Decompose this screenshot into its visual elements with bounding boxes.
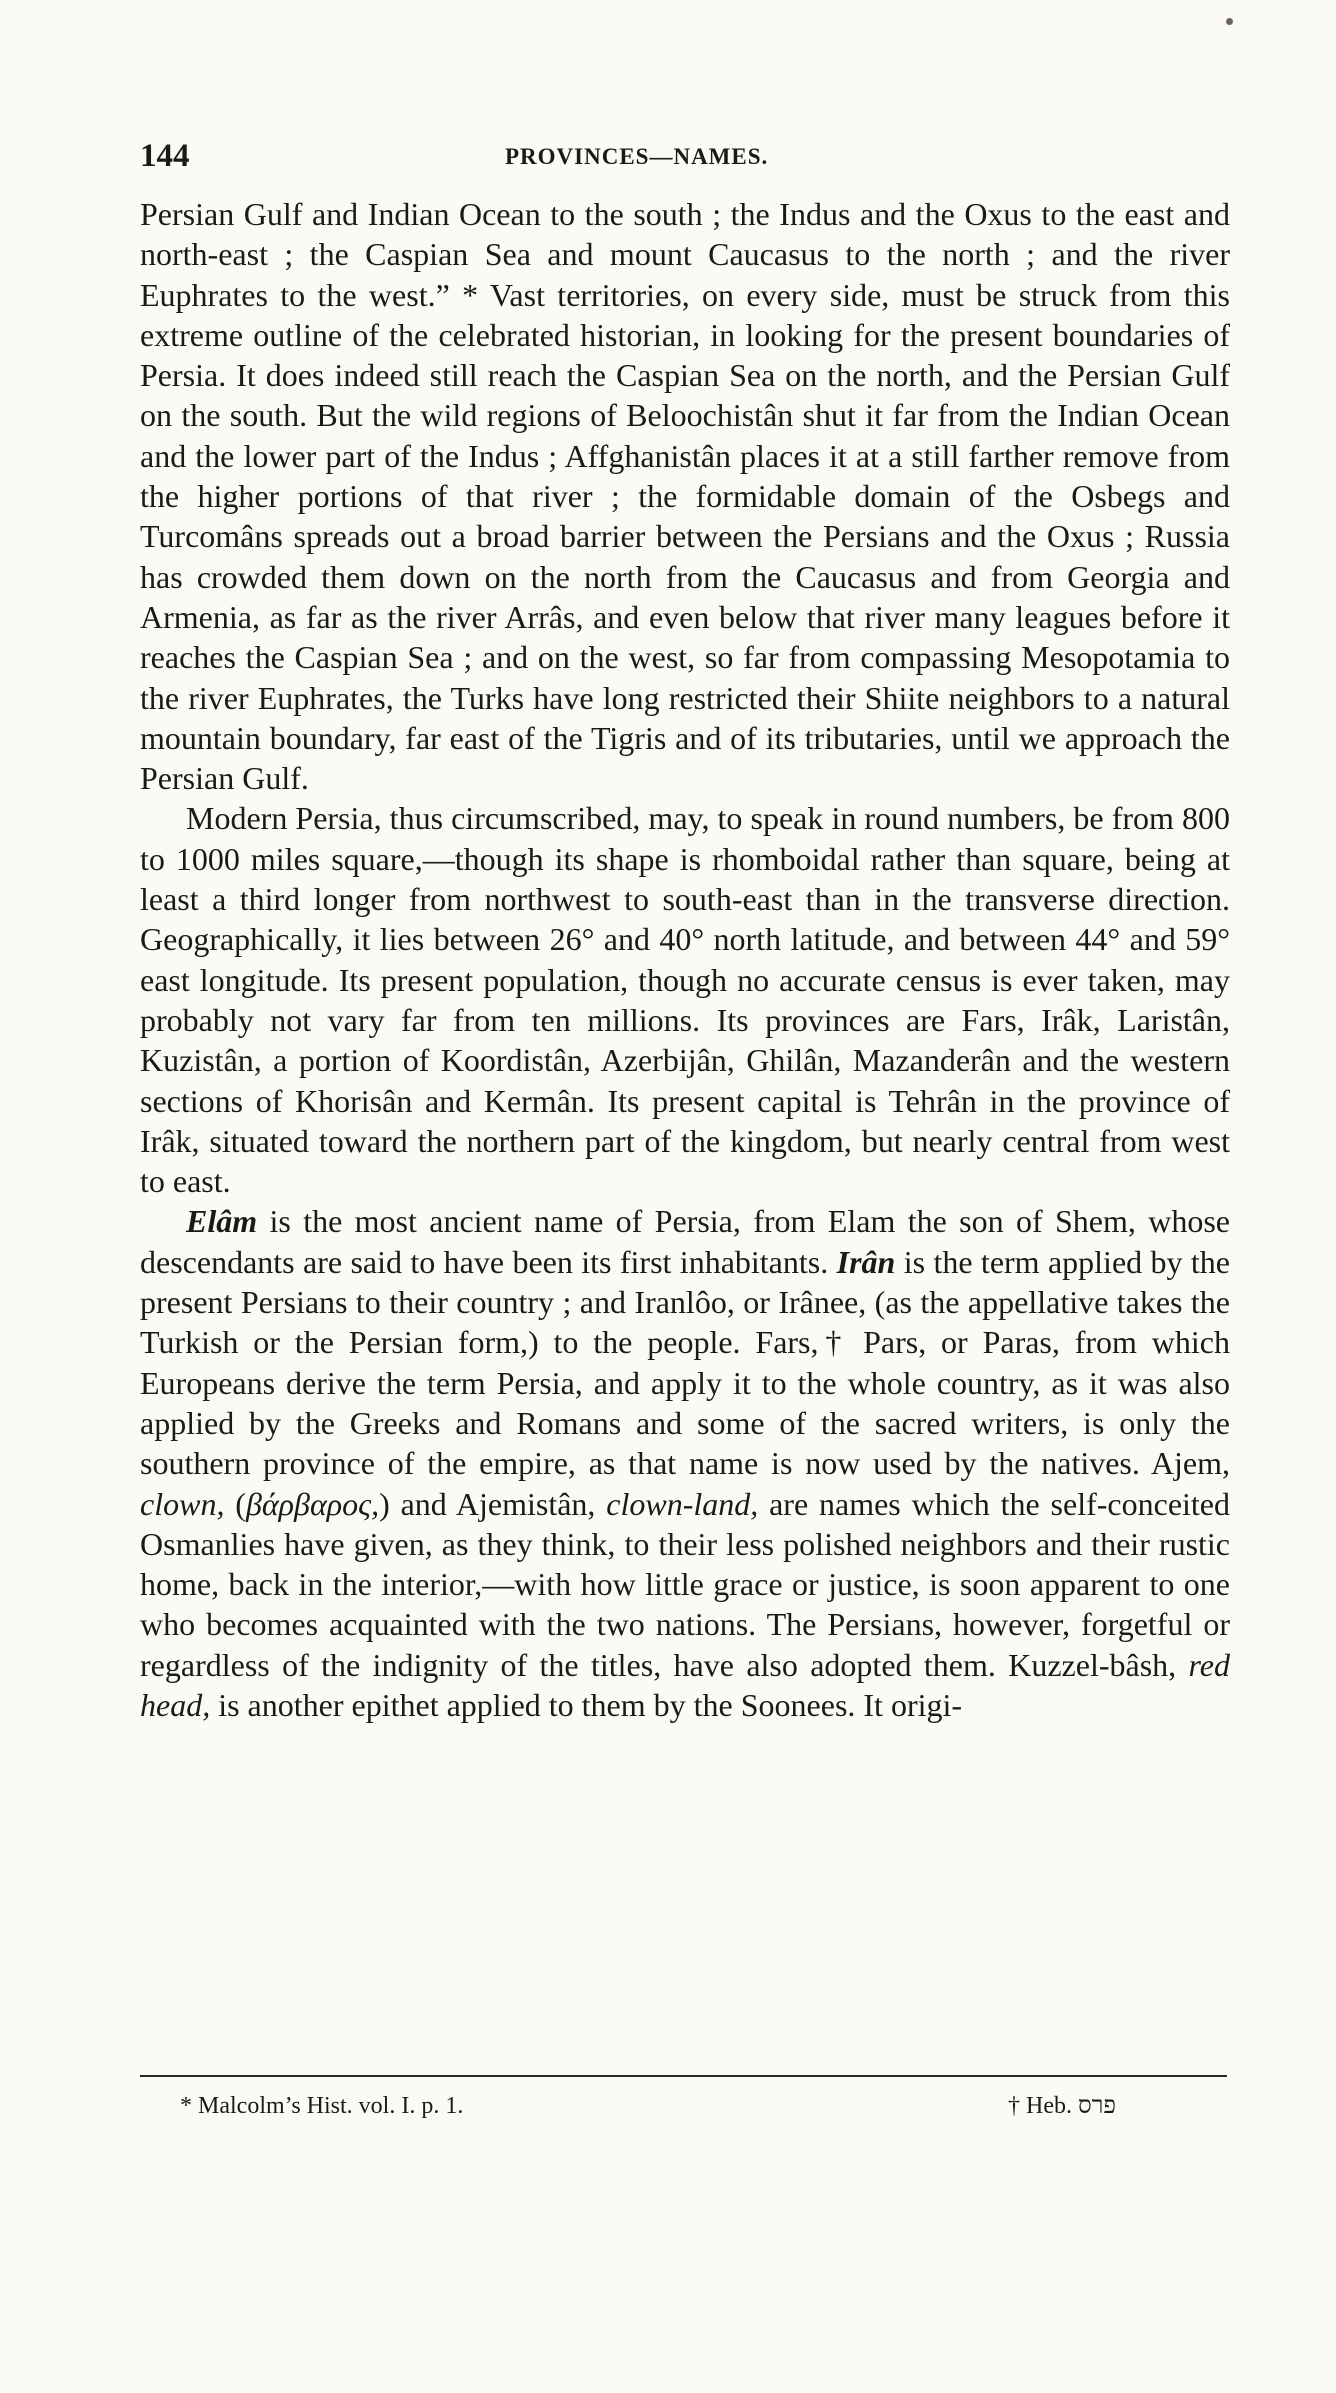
paragraph (140, 194, 1230, 798)
footnote-hebrew: † Heb. פרס (1008, 2093, 1116, 2119)
running-title: PROVINCES—NAMES. (505, 144, 769, 169)
text-segment: is another epithet applied to them by the Soonees. It origi- (210, 1686, 963, 1723)
text-segment: are names which the self-conceited Osmanlies have given, as they think, to their less polished neighbors and their rustic home, back in the interior,—with how little grace or justice, is soon apparent to one who becomes acquainted with the two nations. The Persians, however, forgetful or regardless of the indignity of the titles, have also adopted them. Kuzzel-bâsh, (140, 1485, 1231, 1683)
footnote-malcolm: * Malcolm’s Hist. vol. I. p. 1. (180, 2093, 464, 2119)
emphasized-term: βάρβαρος, (245, 1485, 380, 1522)
text-segment: Modern Persia, thus circumscribed, may, to speak in round numbers, be from 800 to 1000 miles square,—though its shape is rhomboidal rather than square, being at least a third longer from northwest to south-east than in the transverse direction. Geographically, it lies between 26° and 40° north latitude, and between 44° and 59° east longitude. Its present population, though no accurate census is ever taken, may probably not vary far from ten millions. Its provinces are Fars, Irâk, Laristân, Kuzistân, a portion of Koordistân, Azerbijân, Ghilân, Mazanderân and the western sections of Khorisân and Kermân. Its present capital is Tehrân in the province of Irâk, situated toward the northern part of the kingdom, but nearly central from west to east. (140, 800, 1230, 1200)
emphasized-term: red head, (140, 1646, 1230, 1723)
paragraph (140, 1201, 1230, 1725)
emphasized-term: Irân (836, 1243, 896, 1280)
text-segment: ) and Ajemistân, (379, 1485, 607, 1522)
emphasized-term: clown, (140, 1485, 225, 1522)
stray-ink-dot (1226, 18, 1233, 25)
body-text (140, 194, 1230, 1725)
text-segment: ( (224, 1485, 246, 1522)
paragraph (140, 798, 1230, 1201)
book-page (140, 130, 1231, 2119)
text-segment: is the most ancient name of Persia, from Elam the son of Shem, whose descendants are said to have been its first inhabitants. (140, 1203, 1230, 1280)
footnote-rule (140, 2075, 1227, 2077)
emphasized-term: Elâm (186, 1203, 258, 1240)
text-segment: Persian Gulf and Indian Ocean to the south ; the Indus and the Oxus to the east and north-east ; the Caspian Sea and mount Caucasus to the north ; and the river Euphrates to the west.” * Vast territories, on every side, must be struck from this extreme outline of the celebrated historian, in looking for the present boundaries of Persia. It does indeed still reach the Caspian Sea on the north, and the Persian Gulf on the south. But the wild regions of Beloochistân shut it far from the Indian Ocean and the lower part of the Indus ; Affghanistân places it at a still farther remove from the higher portions of that river ; the formidable domain of the Osbegs and Turcomâns spreads out a broad barrier between the Persians and the Oxus ; Russia has crowded them down on the north from the Caucasus and from Georgia and Armenia, as far as the river Arrâs, and even below that river many leagues before it reaches the Caspian Sea ; and on the west, so far from compassing Mesopotamia to the river Euphrates, the Turks have long restricted their Shiite neighbors to a natural mountain boundary, far east of the Tigris and of its tributaries, until we approach the Persian Gulf. (140, 196, 1230, 797)
page-number: 144 (140, 138, 190, 174)
emphasized-term: clown-land, (606, 1485, 759, 1522)
footnotes (180, 2093, 1190, 2120)
text-segment: is the term applied by the present Persians to their country ; and Iranlôo, or Irânee, (as the appellative takes the Turkish or the Persian form,) to the people. Fars,† Pars, or Paras, from which Europeans derive the term Persia, and apply it to the whole country, as it was also applied by the Greeks and Romans and some of the sacred writers, is only the southern province of the empire, as that name is now used by the natives. Ajem, (140, 1243, 1231, 1482)
page-header (140, 130, 1230, 180)
